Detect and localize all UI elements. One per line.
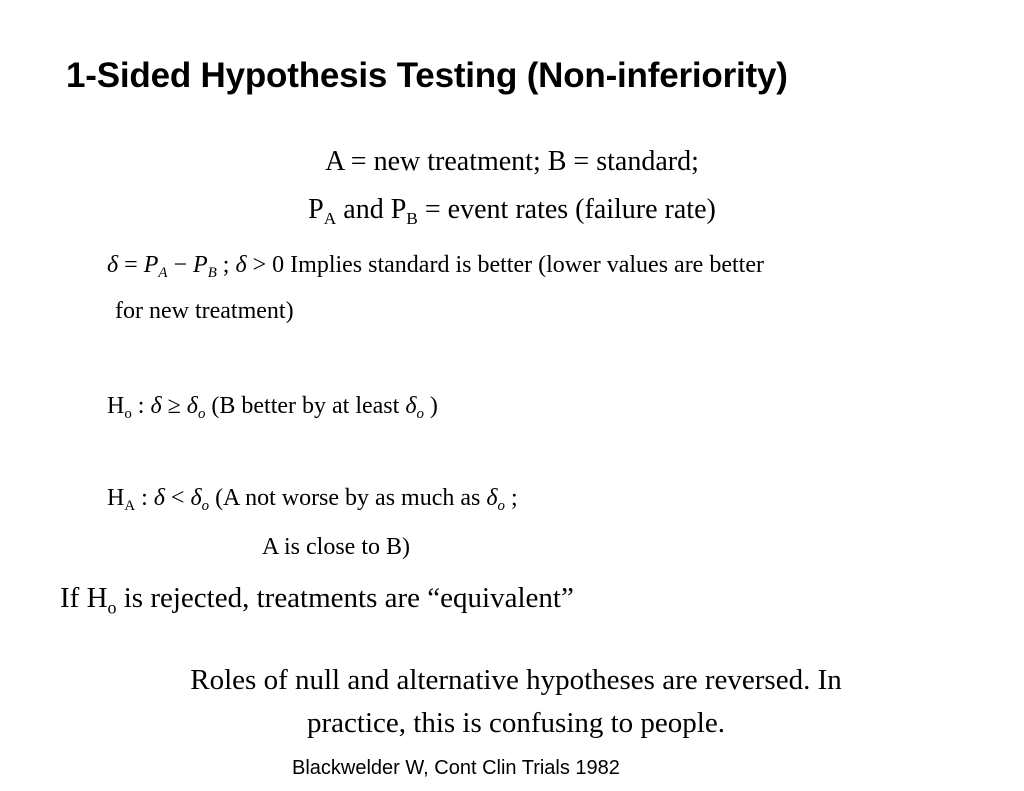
greater-equal-sign: ≥	[161, 393, 187, 419]
null-hypothesis	[107, 393, 438, 423]
p-symbol: P	[193, 252, 208, 278]
delta-symbol: δ	[235, 252, 247, 278]
rejection-post: is rejected, treatments are “equivalent”	[116, 582, 574, 614]
delta-symbol: δ	[107, 252, 119, 278]
h-symbol: H	[107, 485, 125, 511]
minus-sign: −	[167, 252, 194, 278]
subscript-o: o	[197, 406, 206, 423]
subscript-o: o	[107, 597, 117, 618]
citation: Blackwelder W, Cont Clin Trials 1982	[292, 757, 620, 779]
delta-symbol: δ	[150, 393, 162, 419]
delta-symbol: δ	[153, 485, 165, 511]
delta-o-symbol: δ	[405, 393, 417, 419]
delta-o-symbol: δ	[190, 485, 202, 511]
close-paren: )	[423, 393, 438, 419]
delta-o-symbol: δ	[186, 393, 198, 419]
subscript-b: B	[406, 209, 418, 229]
slide-title: 1-Sided Hypothesis Testing (Non-inferiority)	[66, 56, 788, 95]
delta-meaning-text: Implies standard is better (lower values are better	[284, 252, 764, 278]
separator: ;	[216, 252, 236, 278]
equals-sign: =	[118, 252, 144, 278]
rejection-statement	[60, 582, 574, 618]
delta-definition-continuation: for new treatment)	[115, 298, 294, 324]
semicolon: ;	[504, 485, 518, 511]
h-symbol: H	[107, 393, 125, 419]
subscript-o: o	[124, 406, 132, 423]
roles-line-2: practice, this is confusing to people.	[307, 707, 725, 739]
colon: :	[131, 393, 151, 419]
event-rates-text: = event rates (failure rate)	[417, 194, 716, 225]
greater-than-zero: > 0	[246, 252, 285, 278]
p-symbol: P	[308, 194, 324, 225]
p-symbol: P	[143, 252, 159, 278]
alternative-hypothesis-text: (A not worse by as much as	[209, 485, 487, 511]
less-than-sign: <	[164, 485, 191, 511]
alternative-hypothesis-continuation: A is close to B)	[262, 534, 410, 560]
and-text: and	[336, 194, 391, 225]
definition-line-1: A = new treatment; B = standard;	[325, 146, 699, 177]
alternative-hypothesis	[107, 485, 518, 515]
subscript-o: o	[201, 498, 210, 515]
delta-o-symbol: δ	[486, 485, 498, 511]
roles-line-1: Roles of null and alternative hypotheses are reversed. In	[190, 664, 842, 696]
subscript-b: B	[207, 265, 217, 282]
definition-line-2	[0, 194, 1024, 229]
delta-definition	[107, 252, 764, 282]
subscript-a: A	[158, 265, 168, 282]
p-symbol: P	[390, 194, 407, 225]
subscript-a: A	[323, 209, 337, 229]
subscript-o: o	[497, 498, 505, 515]
subscript-a: A	[124, 498, 136, 515]
colon: :	[135, 485, 154, 511]
subscript-o: o	[416, 406, 424, 423]
null-hypothesis-text: (B better by at least	[205, 393, 406, 419]
rejection-pre: If H	[60, 582, 108, 614]
